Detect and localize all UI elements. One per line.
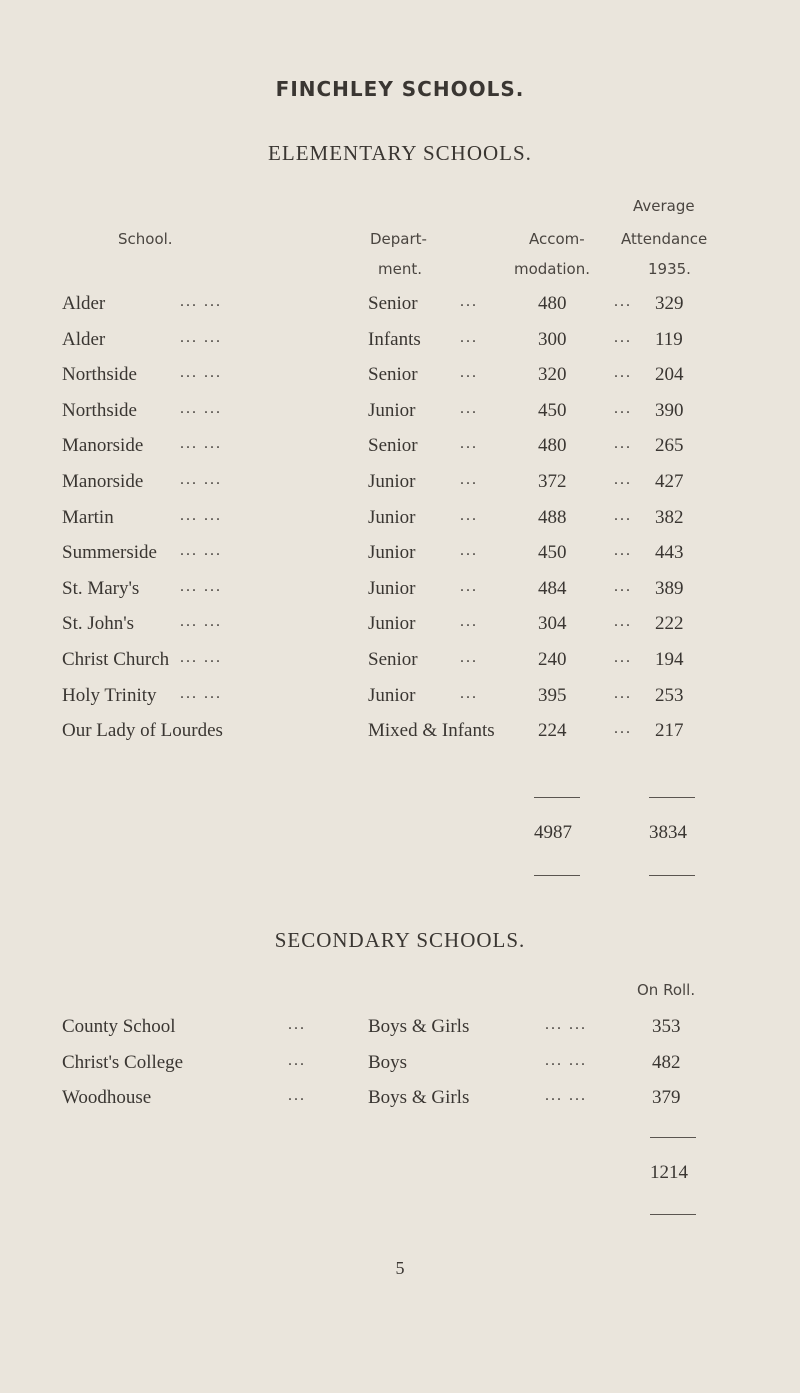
- accommodation-value: 450: [538, 542, 567, 563]
- school-name: Our Lady of Lourdes: [62, 720, 223, 741]
- leader-dots: ...: [614, 471, 632, 488]
- leader-dots: ...: [460, 578, 478, 595]
- leader-dots: ...: [460, 613, 478, 630]
- attendance-value: 119: [655, 329, 683, 350]
- leader-dots: ... ...: [180, 471, 222, 488]
- leader-dots: ... ...: [180, 329, 222, 346]
- accommodation-value: 224: [538, 720, 567, 741]
- secondary-school-name: County School: [62, 1016, 176, 1037]
- accommodation-value: 320: [538, 364, 567, 385]
- leader-dots: ...: [614, 613, 632, 630]
- leader-dots: ... ...: [545, 1052, 587, 1069]
- school-name: St. John's: [62, 613, 135, 634]
- attendance-value: 389: [655, 578, 684, 599]
- attendance-total: 3834: [649, 822, 687, 843]
- school-name: Christ Church: [62, 649, 170, 670]
- header-attendance-line3: 1935.: [648, 260, 691, 278]
- department: Junior: [368, 471, 416, 492]
- department: Senior: [368, 435, 418, 456]
- header-department-line2: ment.: [378, 260, 422, 278]
- leader-dots: ...: [614, 400, 632, 417]
- school-name: Alder: [62, 293, 106, 314]
- leader-dots: ...: [460, 542, 478, 559]
- leader-dots: ... ...: [180, 613, 222, 630]
- leader-dots: ... ...: [180, 507, 222, 524]
- secondary-school-type: Boys & Girls: [368, 1087, 470, 1108]
- accommodation-value: 300: [538, 329, 567, 350]
- department: Junior: [368, 507, 416, 528]
- school-name: Holy Trinity: [62, 685, 157, 706]
- attendance-total-rule: [649, 875, 695, 876]
- leader-dots: ...: [460, 507, 478, 524]
- leader-dots: ...: [614, 507, 632, 524]
- leader-dots: ...: [614, 649, 632, 666]
- leader-dots: ...: [460, 435, 478, 452]
- school-name: Summerside: [62, 542, 157, 563]
- attendance-value: 443: [655, 542, 684, 563]
- school-name: Alder: [62, 329, 106, 350]
- attendance-subtotal-rule: [649, 797, 695, 798]
- department: Senior: [368, 364, 418, 385]
- on-roll-value: 482: [652, 1052, 681, 1073]
- secondary-school-type: Boys: [368, 1052, 408, 1073]
- header-accommodation-line1: Accom-: [529, 230, 585, 248]
- header-attendance-line2: Attendance: [621, 230, 708, 248]
- header-attendance-line1: Average: [633, 197, 695, 215]
- leader-dots: ...: [288, 1016, 306, 1033]
- secondary-heading: SECONDARY SCHOOLS.: [274, 928, 526, 952]
- leader-dots: ...: [614, 364, 632, 381]
- attendance-value: 217: [655, 720, 684, 741]
- leader-dots: ...: [614, 435, 632, 452]
- accommodation-value: 480: [538, 293, 567, 314]
- leader-dots: ... ...: [180, 435, 222, 452]
- school-name: St. Mary's: [62, 578, 140, 599]
- leader-dots: ...: [614, 293, 632, 310]
- department: Junior: [368, 613, 416, 634]
- leader-dots: ...: [614, 720, 632, 737]
- leader-dots: ... ...: [545, 1016, 587, 1033]
- leader-dots: ... ...: [180, 578, 222, 595]
- attendance-value: 222: [655, 613, 684, 634]
- attendance-value: 329: [655, 293, 684, 314]
- accommodation-value: 480: [538, 435, 567, 456]
- attendance-value: 427: [655, 471, 684, 492]
- school-name: Northside: [62, 400, 137, 421]
- accommodation-value: 395: [538, 685, 567, 706]
- department: Junior: [368, 400, 416, 421]
- page-number: 5: [395, 1258, 405, 1278]
- secondary-school-name: Woodhouse: [62, 1087, 152, 1108]
- school-name: Martin: [62, 507, 114, 528]
- header-on-roll: On Roll.: [637, 981, 696, 999]
- on-roll-value: 353: [652, 1016, 681, 1037]
- leader-dots: ...: [614, 685, 632, 702]
- leader-dots: ...: [460, 329, 478, 346]
- attendance-value: 204: [655, 364, 684, 385]
- header-accommodation-line2: modation.: [514, 260, 591, 278]
- leader-dots: ... ...: [180, 293, 222, 310]
- attendance-value: 253: [655, 685, 684, 706]
- accommodation-total-rule: [534, 875, 580, 876]
- secondary-school-type: Boys & Girls: [368, 1016, 470, 1037]
- department: Junior: [368, 685, 416, 706]
- leader-dots: ...: [460, 293, 478, 310]
- accommodation-value: 484: [538, 578, 567, 599]
- on-roll-total-rule: [650, 1214, 696, 1215]
- accommodation-value: 372: [538, 471, 567, 492]
- department: Junior: [368, 542, 416, 563]
- header-school: School.: [118, 230, 173, 248]
- leader-dots: ...: [288, 1052, 306, 1069]
- accommodation-total: 4987: [534, 822, 572, 843]
- school-name: Manorside: [62, 435, 144, 456]
- department: Junior: [368, 578, 416, 599]
- leader-dots: ...: [460, 649, 478, 666]
- header-department-line1: Depart-: [370, 230, 427, 248]
- leader-dots: ... ...: [180, 364, 222, 381]
- accommodation-value: 240: [538, 649, 567, 670]
- attendance-value: 265: [655, 435, 684, 456]
- department: Senior: [368, 293, 418, 314]
- attendance-value: 390: [655, 400, 684, 421]
- page-title: FINCHLEY SCHOOLS.: [275, 77, 525, 101]
- on-roll-total: 1214: [650, 1162, 688, 1183]
- school-name: Northside: [62, 364, 137, 385]
- secondary-school-name: Christ's College: [62, 1052, 184, 1073]
- accommodation-value: 488: [538, 507, 567, 528]
- attendance-value: 194: [655, 649, 684, 670]
- leader-dots: ... ...: [180, 685, 222, 702]
- department: Senior: [368, 649, 418, 670]
- leader-dots: ...: [460, 471, 478, 488]
- leader-dots: ...: [614, 329, 632, 346]
- department: Infants: [368, 329, 421, 350]
- leader-dots: ...: [614, 578, 632, 595]
- on-roll-value: 379: [652, 1087, 681, 1108]
- leader-dots: ... ...: [180, 542, 222, 559]
- leader-dots: ...: [614, 542, 632, 559]
- leader-dots: ... ...: [180, 400, 222, 417]
- leader-dots: ... ...: [180, 649, 222, 666]
- on-roll-subtotal-rule: [650, 1137, 696, 1138]
- leader-dots: ...: [288, 1087, 306, 1104]
- leader-dots: ...: [460, 364, 478, 381]
- accommodation-value: 304: [538, 613, 567, 634]
- school-name: Manorside: [62, 471, 144, 492]
- attendance-value: 382: [655, 507, 684, 528]
- leader-dots: ...: [460, 685, 478, 702]
- department: Mixed & Infants: [368, 720, 495, 741]
- accommodation-value: 450: [538, 400, 567, 421]
- leader-dots: ... ...: [545, 1087, 587, 1104]
- elementary-heading: ELEMENTARY SCHOOLS.: [268, 141, 532, 165]
- accommodation-subtotal-rule: [534, 797, 580, 798]
- leader-dots: ...: [460, 400, 478, 417]
